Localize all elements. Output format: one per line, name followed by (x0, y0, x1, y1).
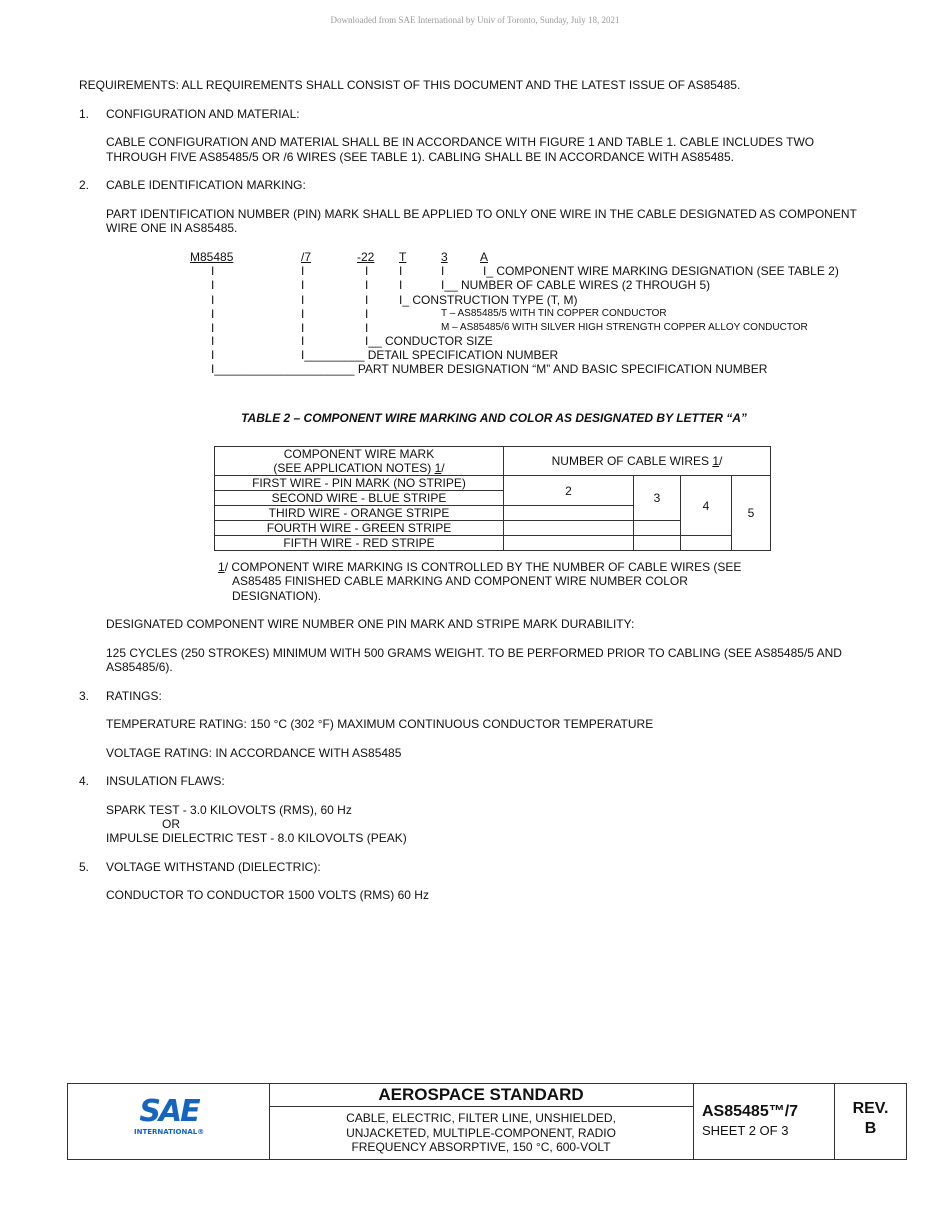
pin-desc-component-marking: I_ COMPONENT WIRE MARKING DESIGNATION (SEE TABLE 2) (483, 264, 839, 278)
dielectric-requirement: CONDUCTOR TO CONDUCTOR 1500 VOLTS (RMS) 60 Hz (106, 888, 429, 902)
pin-desc-type-t: T – AS85485/5 WITH TIN COPPER CONDUCTOR (441, 308, 667, 319)
section-3-number: 3. (79, 689, 90, 703)
footnote-ref: 1 (434, 461, 442, 475)
pin-leader-bar: I (301, 334, 305, 348)
pin-part-count: 3 (441, 250, 448, 264)
header-line1: COMPONENT WIRE MARK (283, 447, 435, 461)
sae-logo-subtitle (134, 1127, 204, 1137)
section-4-number: 4. (79, 774, 90, 788)
pin-leader-bar: I (301, 264, 305, 278)
voltage-rating: VOLTAGE RATING: IN ACCORDANCE WITH AS85485 (106, 746, 402, 760)
pin-part-slash7: /7 (301, 250, 312, 264)
pin-leader-bar: I (211, 264, 215, 278)
section-1-body-line2: THROUGH FIVE AS85485/5 OR /6 WIRES (SEE TABLE 1). CABLING SHALL BE IN ACCORDANCE WITH AS85485. (106, 150, 734, 164)
section-5-number: 5. (79, 860, 90, 874)
section-1-number: 1. (79, 107, 90, 121)
table-empty-cell (634, 521, 681, 536)
pin-leader-bar: I (301, 278, 305, 292)
pin-leader-bar: I (211, 307, 215, 321)
cell-wires-4: 4 (681, 476, 732, 536)
durability-body-line1: 125 CYCLES (250 STROKES) MINIMUM WITH 500 GRAMS WEIGHT. TO BE PERFORMED PRIOR TO CABLING (SEE AS85485/5 AND (106, 646, 842, 660)
pin-leader-bar: I (211, 321, 215, 335)
pin-leader-bar: I (365, 321, 369, 335)
section-2-body-line1: PART IDENTIFICATION NUMBER (PIN) MARK SHALL BE APPLIED TO ONLY ONE WIRE IN THE CABLE DESIGNATED AS COMPONENT (106, 207, 857, 221)
revision-value: B (864, 1120, 877, 1137)
aerospace-standard-heading: AEROSPACE STANDARD (269, 1084, 693, 1107)
section-4-title: INSULATION FLAWS: (106, 774, 225, 788)
pin-leader-bar: I (211, 334, 215, 348)
pin-leader-bar: I (211, 278, 215, 292)
table-2-note-line3: DESIGNATION). (232, 589, 322, 603)
cell-wires-3: 3 (634, 476, 681, 521)
document-number-cell (694, 1084, 835, 1159)
section-2-title: CABLE IDENTIFICATION MARKING: (106, 178, 306, 192)
table-empty-cell (681, 536, 732, 551)
section-1-body-line1: CABLE CONFIGURATION AND MATERIAL SHALL BE IN ACCORDANCE WITH FIGURE 1 AND TABLE 1. CABLE INCLUDES TWO (106, 135, 815, 149)
sae-logo-subtitle-text: INTERNATIONAL (134, 1128, 198, 1136)
description-line3: FREQUENCY ABSORPTIVE, 150 °C, 600-VOLT (351, 1140, 611, 1154)
pin-part-size: -22 (357, 250, 375, 264)
cell-wires-5: 5 (732, 476, 771, 551)
pin-desc-conductor-size: I__ CONDUCTOR SIZE (365, 334, 493, 348)
section-2-number: 2. (79, 178, 90, 192)
table-header-component-mark (215, 447, 504, 476)
document-description (269, 1111, 693, 1155)
table-2-note-line1 (218, 560, 741, 575)
table-2-caption: TABLE 2 – COMPONENT WIRE MARKING AND COLOR AS DESIGNATED BY LETTER “A” (241, 411, 747, 425)
pin-leader-bar: I (211, 348, 215, 362)
pin-leader-bar: I (365, 264, 369, 278)
footnote-ref: 1 (712, 454, 720, 468)
pin-desc-type-m: M – AS85485/6 WITH SILVER HIGH STRENGTH COPPER ALLOY CONDUCTOR (441, 322, 808, 333)
document-number: AS85485™/7 (702, 1103, 799, 1120)
table-row-fourth-wire: FOURTH WIRE - GREEN STRIPE (215, 521, 504, 536)
footnote-slash: / (719, 454, 723, 468)
table-2 (214, 446, 771, 551)
pin-leader-bar: I (365, 307, 369, 321)
pin-part-m85485: M85485 (190, 250, 234, 264)
table-empty-cell (504, 506, 634, 521)
section-2-body-line2: WIRE ONE IN AS85485. (106, 221, 238, 235)
pin-part-marking: A (480, 250, 489, 264)
section-3-title: RATINGS: (106, 689, 162, 703)
sae-logo-registered: ® (197, 1128, 205, 1136)
durability-title: DESIGNATED COMPONENT WIRE NUMBER ONE PIN MARK AND STRIPE MARK DURABILITY: (106, 617, 635, 631)
table-empty-cell (634, 536, 681, 551)
pin-leader-bar: I (211, 293, 215, 307)
sheet-number: SHEET 2 OF 3 (702, 1123, 789, 1138)
title-block (67, 1083, 907, 1160)
spark-test: SPARK TEST - 3.0 KILOVOLTS (RMS), 60 Hz (106, 803, 352, 817)
pin-leader-bar: I (301, 321, 305, 335)
pin-desc-detail-spec: I_________ DETAIL SPECIFICATION NUMBER (301, 348, 559, 362)
footnote-slash: / (441, 461, 445, 475)
pin-leader-bar: I (365, 293, 369, 307)
sae-logo-mark: SAE (139, 1094, 199, 1129)
section-5-title: VOLTAGE WITHSTAND (DIELECTRIC): (106, 860, 321, 874)
section-1-title: CONFIGURATION AND MATERIAL: (106, 107, 300, 121)
description-cell (269, 1084, 694, 1159)
footnote-ref: 1 (218, 560, 225, 574)
pin-leader-bar: I (399, 264, 403, 278)
description-line1: CABLE, ELECTRIC, FILTER LINE, UNSHIELDED, (346, 1111, 616, 1125)
requirements-statement: REQUIREMENTS: ALL REQUIREMENTS SHALL CONSIST OF THIS DOCUMENT AND THE LATEST ISSUE OF AS85485. (79, 78, 741, 92)
pin-desc-construction-type: I_ CONSTRUCTION TYPE (T, M) (399, 293, 578, 307)
pin-leader-bar: I (441, 264, 445, 278)
table-row-third-wire: THIRD WIRE - ORANGE STRIPE (215, 506, 504, 521)
durability-body-line2: AS85485/6). (106, 660, 173, 674)
impulse-test: IMPULSE DIELECTRIC TEST - 8.0 KILOVOLTS (PEAK) (106, 831, 407, 845)
header-number-label: NUMBER OF CABLE WIRES (551, 454, 713, 468)
sae-logo (134, 1094, 205, 1137)
pin-leader-bar: I (365, 278, 369, 292)
logo-cell (68, 1084, 270, 1159)
pin-leader-bar: I (399, 278, 403, 292)
temperature-rating: TEMPERATURE RATING: 150 °C (302 °F) MAXIMUM CONTINUOUS CONDUCTOR TEMPERATURE (106, 717, 654, 731)
pin-part-type: T (399, 250, 407, 264)
header-line2: (SEE APPLICATION NOTES) (273, 461, 435, 475)
table-2-note-text: / COMPONENT WIRE MARKING IS CONTROLLED BY THE NUMBER OF CABLE WIRES (SEE (224, 560, 742, 574)
table-2-note-line2: AS85485 FINISHED CABLE MARKING AND COMPONENT WIRE NUMBER COLOR (232, 574, 688, 588)
or-separator: OR (162, 817, 180, 831)
cell-wires-2: 2 (504, 476, 634, 506)
table-empty-cell (504, 521, 634, 536)
pin-desc-part-number: I_____________________ PART NUMBER DESIGNATION “M” AND BASIC SPECIFICATION NUMBER (211, 362, 768, 376)
pin-desc-number-of-wires: I__ NUMBER OF CABLE WIRES (2 THROUGH 5) (441, 278, 711, 292)
table-row-fifth-wire: FIFTH WIRE - RED STRIPE (215, 536, 504, 551)
pin-leader-bar: I (301, 293, 305, 307)
table-header-number-of-wires (504, 447, 771, 476)
table-empty-cell (504, 536, 634, 551)
pin-leader-bar: I (301, 307, 305, 321)
revision-cell (835, 1084, 906, 1159)
description-line2: UNJACKETED, MULTIPLE-COMPONENT, RADIO (346, 1125, 616, 1140)
table-row-first-wire: FIRST WIRE - PIN MARK (NO STRIPE) (215, 476, 504, 491)
table-row-second-wire: SECOND WIRE - BLUE STRIPE (215, 491, 504, 506)
download-notice: Downloaded from SAE International by Univ of Toronto, Sunday, July 18, 2021 (330, 15, 620, 25)
revision-label: REV. (852, 1100, 889, 1117)
